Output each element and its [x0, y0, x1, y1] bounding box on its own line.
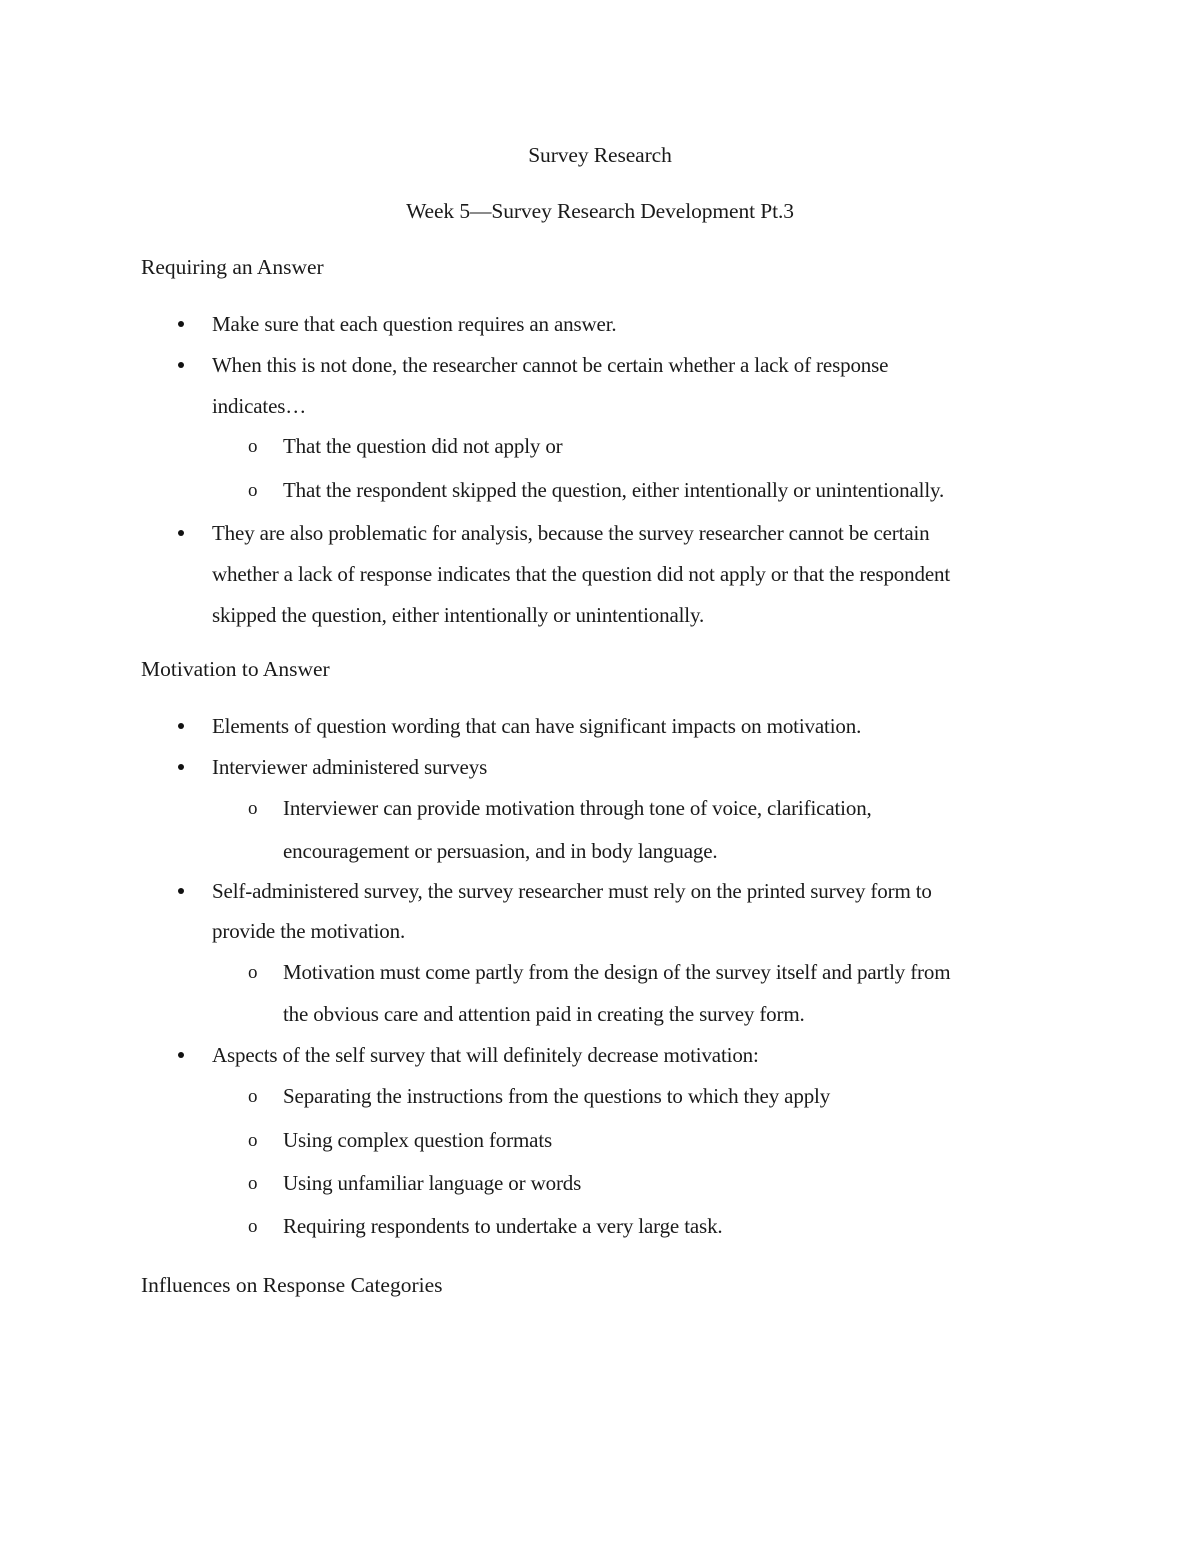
list-item-text: Elements of question wording that can have significant impacts on motivation. [212, 714, 862, 738]
list-item-text: When this is not done, the researcher cannot be certain whether a lack of response [212, 353, 889, 377]
sub-list-item-text-continued: encouragement or persuasion, and in body language. [283, 839, 718, 863]
sub-list-item-text: Requiring respondents to undertake a very large task. [283, 1214, 723, 1238]
sub-bullet-icon: o [248, 1086, 258, 1107]
bullet-icon [178, 888, 184, 894]
section-heading-motivation: Motivation to Answer [141, 657, 330, 681]
sub-list-item-text: Using unfamiliar language or words [283, 1171, 582, 1195]
sub-list-item-text: Separating the instructions from the questions to which they apply [283, 1084, 831, 1108]
sub-bullet-icon: o [248, 436, 258, 457]
sub-list-item-text: Using complex question formats [283, 1128, 553, 1152]
sub-list-item-text: That the question did not apply or [283, 434, 563, 458]
bullet-icon [178, 723, 184, 729]
section-heading-influences: Influences on Response Categories [141, 1273, 443, 1297]
sub-list-item-text: That the respondent skipped the question, either intentionally or unintentionally. [283, 478, 945, 502]
sub-bullet-icon: o [248, 1130, 258, 1151]
bullet-icon [178, 764, 184, 770]
bullet-icon [178, 321, 184, 327]
section-heading-requiring-answer: Requiring an Answer [141, 255, 324, 279]
sub-bullet-icon: o [248, 798, 258, 819]
sub-bullet-icon: o [248, 480, 258, 501]
list-item-text-continued: skipped the question, either intentionally or unintentionally. [212, 603, 705, 627]
list-item-text: They are also problematic for analysis, because the survey researcher cannot be certain [212, 521, 930, 545]
list-item-text-continued: whether a lack of response indicates that the question did not apply or that the respondent [212, 562, 951, 586]
sub-bullet-icon: o [248, 1216, 258, 1237]
list-item-text-continued: indicates… [212, 394, 307, 418]
sub-bullet-icon: o [248, 1173, 258, 1194]
list-item-text: Interviewer administered surveys [212, 755, 488, 779]
sub-list-item-text-continued: the obvious care and attention paid in creating the survey form. [283, 1002, 805, 1026]
bullet-icon [178, 362, 184, 368]
document-title: Survey Research [528, 143, 672, 167]
list-item-text: Make sure that each question requires an answer. [212, 312, 617, 336]
bullet-icon [178, 530, 184, 536]
document-subtitle: Week 5—Survey Research Development Pt.3 [406, 199, 794, 223]
sub-bullet-icon: o [248, 962, 258, 983]
list-item-text: Self-administered survey, the survey researcher must rely on the printed survey form to [212, 879, 932, 903]
sub-list-item-text: Interviewer can provide motivation through tone of voice, clarification, [283, 796, 872, 820]
bullet-icon [178, 1052, 184, 1058]
list-item-text-continued: provide the motivation. [212, 919, 406, 943]
list-item-text: Aspects of the self survey that will definitely decrease motivation: [212, 1043, 759, 1067]
sub-list-item-text: Motivation must come partly from the design of the survey itself and partly from [283, 960, 951, 984]
